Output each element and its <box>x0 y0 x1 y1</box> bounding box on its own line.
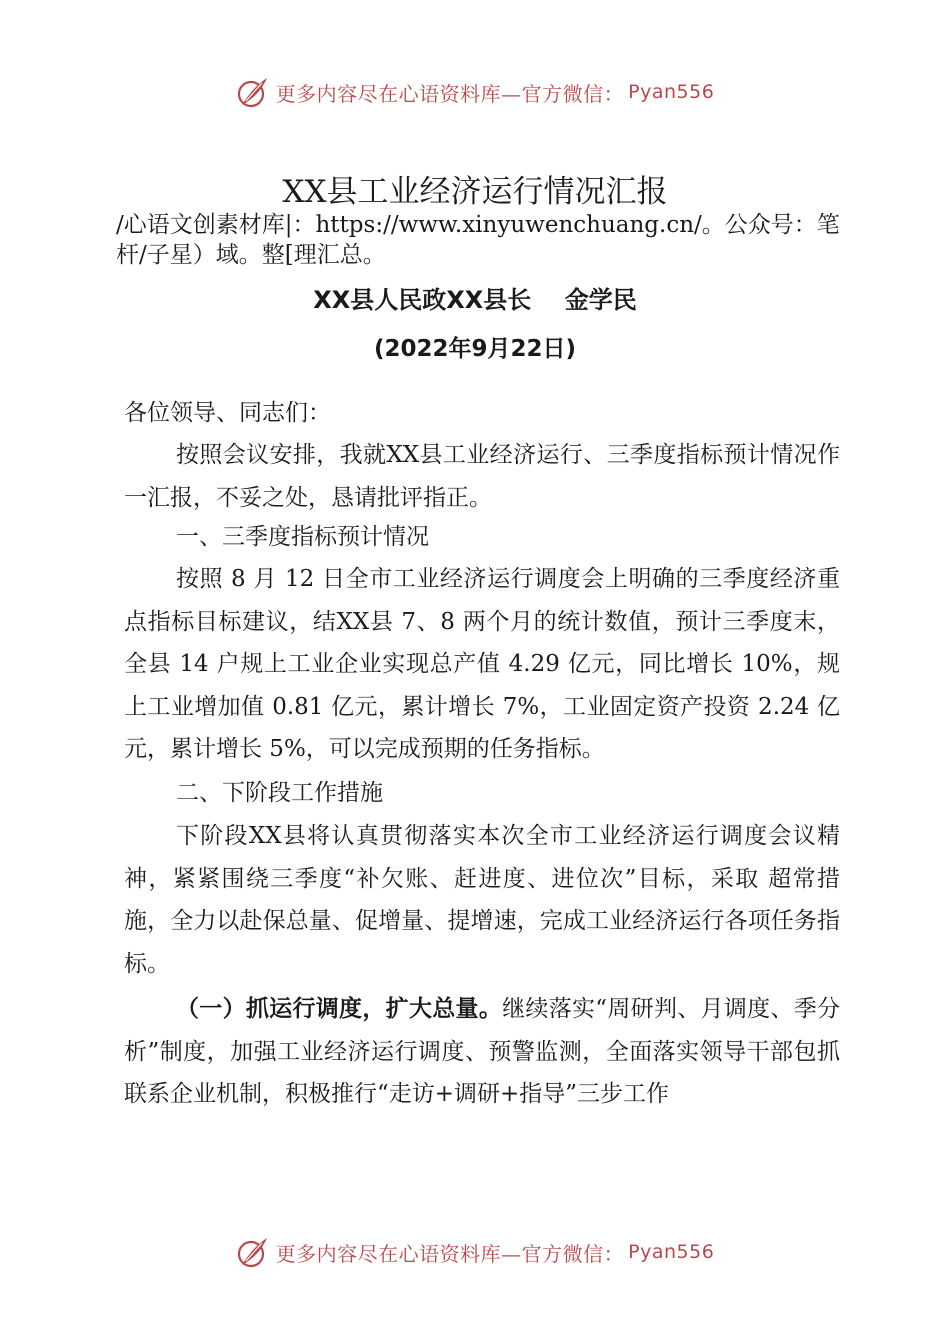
section2-paragraph: 下阶段XX县将认真贯彻落实本次全市工业经济运行调度会议精神，紧紧围绕三季度“补欠账、赶进度、进位次”目标，采取 超常措施，全力以赴保总量、促增量、提增速，完成工业经济运行各项任务指标。 <box>124 823 840 977</box>
section1-heading: 一、三季度指标预计情况 <box>176 524 429 550</box>
watermark-text: 更多内容尽在心语资料库—官方微信： <box>275 81 625 106</box>
watermark-wechat-id: Pyan556 <box>628 1241 715 1263</box>
document-title: XX县工业经济运行情况汇报 <box>282 174 668 210</box>
feather-logo-icon <box>236 75 270 109</box>
report-date: (2022年9月22日) <box>373 336 577 362</box>
section2-heading: 二、下阶段工作措施 <box>176 780 383 806</box>
item1-lead: （一）抓运行调度，扩大总量。 <box>176 996 503 1022</box>
watermark-wechat-id: Pyan556 <box>628 81 715 103</box>
section1-paragraph: 按照 8 月 12 日全市工业经济运行调度会上明确的三季度经济重点指标目标建议，结XX县 7、8 两个月的统计数值，预计三季度末，全县 14 户规上工业企业实现总产值 4.29 亿元，同比增长 10%，规上工业增加值 0.81 亿元，累计增长 7%，工业固定资产投资 2.24 亿元，累计增长 5%，可以完成预期的任务指标。 <box>124 566 840 762</box>
salutation: 各位领导、同志们： <box>124 400 331 426</box>
intro-paragraph: 按照会议安排，我就XX县工业经济运行、三季度指标预计情况作一汇报，不妥之处，恳请批评指正。 <box>124 442 840 511</box>
source-note: /心语文创素材库|：https://www.xinyuwenchuang.cn/。公众号：笔杆/子星）域。整[理汇总。 <box>116 212 840 268</box>
item1-paragraph <box>124 988 840 1116</box>
author-byline: XX县人民政XX县长 金学民 <box>313 286 637 314</box>
watermark-banner-bottom <box>0 1232 950 1272</box>
feather-logo-icon <box>236 1235 270 1269</box>
watermark-text: 更多内容尽在心语资料库—官方微信： <box>275 1241 625 1266</box>
watermark-banner-top <box>0 72 950 112</box>
item1-body: 继续落实“周研判、月调度、季分析”制度，加强工业经济运行调度、预警监测，全面落实领导干部包抓联系企业机制，积极推行“走访+调研+指导”三步工作 <box>124 996 841 1107</box>
